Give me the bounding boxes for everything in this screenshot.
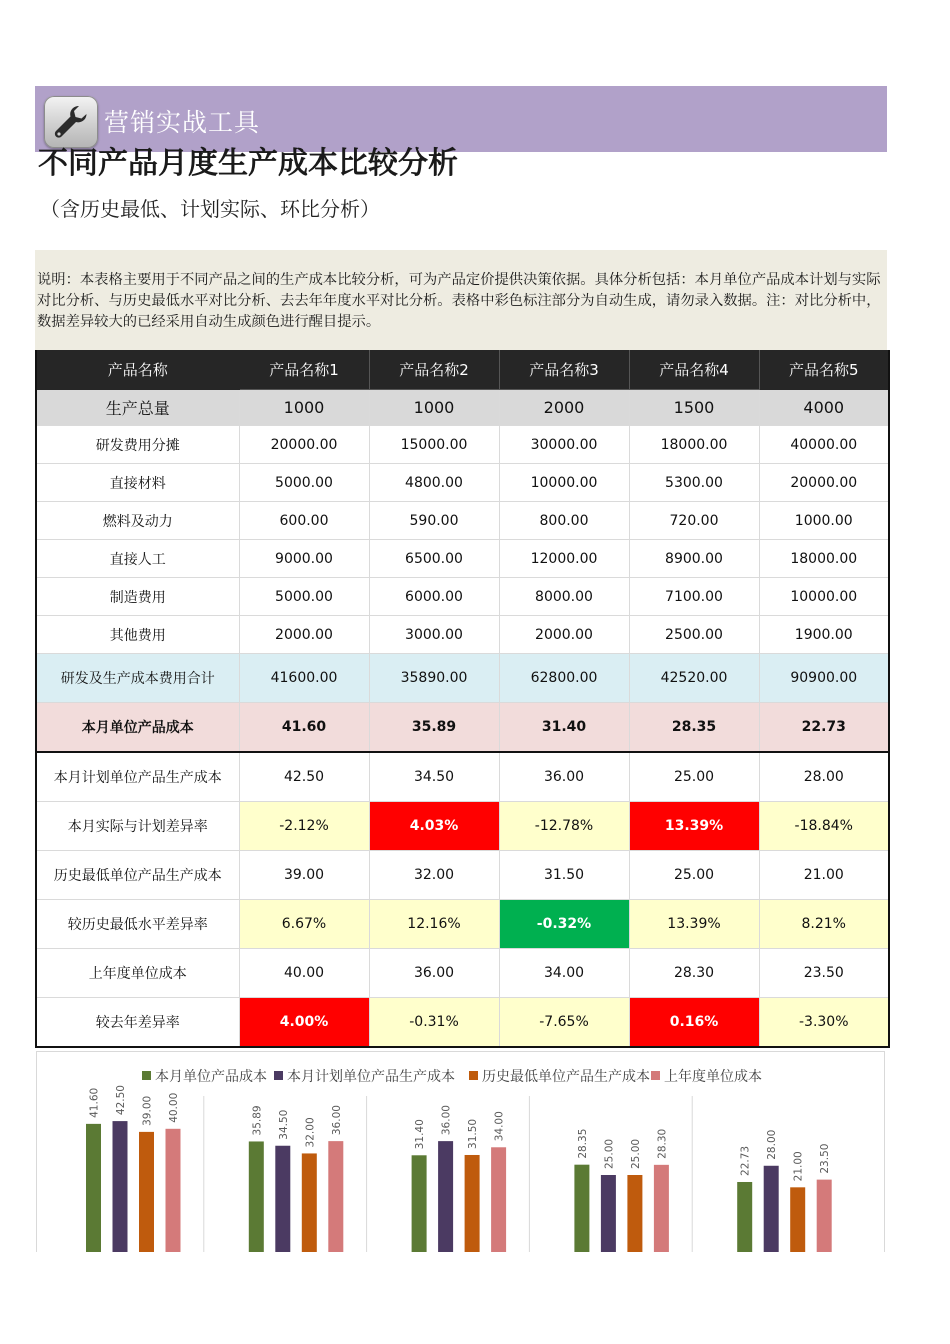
chart-bar	[627, 1175, 642, 1252]
table-cell: 32.00	[369, 851, 499, 900]
plan-unit-cost-row	[36, 752, 889, 802]
data-label: 31.50	[467, 1118, 480, 1149]
row-label: 直接材料	[36, 464, 239, 502]
legend-swatch	[274, 1071, 283, 1080]
table-cell: 10000.00	[759, 578, 889, 616]
table-cell: 42520.00	[629, 654, 759, 703]
chart-bar	[465, 1155, 480, 1252]
table-cell: 34.00	[499, 949, 629, 998]
table-cell: -3.30%	[759, 998, 889, 1048]
table-cell: 42.50	[239, 752, 369, 802]
row-label: 较历史最低水平差异率	[36, 900, 239, 949]
table-cell: 31.50	[499, 851, 629, 900]
table-cell: 25.00	[629, 752, 759, 802]
legend-label: 历史最低单位产品生产成本	[482, 1069, 650, 1085]
table-cell: 590.00	[369, 502, 499, 540]
table-cell: 2000.00	[499, 616, 629, 654]
table-cell: 8.21%	[759, 900, 889, 949]
table-cell: -12.78%	[499, 802, 629, 851]
table-cell: 4.03%	[369, 802, 499, 851]
chart-bar	[275, 1146, 290, 1252]
row-label: 上年度单位成本	[36, 949, 239, 998]
table-cell: 3000.00	[369, 616, 499, 654]
table-cell: 800.00	[499, 502, 629, 540]
table-cell: 7100.00	[629, 578, 759, 616]
chart-bar	[328, 1141, 343, 1252]
table-cell: 28.35	[629, 703, 759, 753]
table-cell: 28.00	[759, 752, 889, 802]
table-cell: 40.00	[239, 949, 369, 998]
chart-bar	[302, 1153, 317, 1252]
legend-swatch	[651, 1071, 660, 1080]
chart-bar	[817, 1180, 832, 1252]
table-cell: 6000.00	[369, 578, 499, 616]
rd-cost-row	[36, 426, 889, 464]
table-cell: 720.00	[629, 502, 759, 540]
table-cell: 5000.00	[239, 464, 369, 502]
table-cell: 36.00	[499, 752, 629, 802]
column-header: 产品名称4	[629, 350, 759, 390]
data-label: 36.00	[440, 1105, 453, 1136]
row-label: 较去年差异率	[36, 998, 239, 1048]
page-subtitle: （含历史最低、计划实际、环比分析）	[40, 197, 380, 221]
table-cell: 31.40	[499, 703, 629, 753]
fuel-row	[36, 502, 889, 540]
table-cell: 25.00	[629, 851, 759, 900]
table-cell: 22.73	[759, 703, 889, 753]
bar-chart-svg	[37, 1052, 884, 1252]
material-row	[36, 464, 889, 502]
table-cell: 41600.00	[239, 654, 369, 703]
data-label: 25.00	[629, 1138, 642, 1169]
table-cell: 12.16%	[369, 900, 499, 949]
table-cell: -7.65%	[499, 998, 629, 1048]
chart-bar	[790, 1187, 805, 1252]
table-cell: 4000	[759, 390, 889, 426]
cost-table	[35, 350, 890, 1048]
table-cell: 5300.00	[629, 464, 759, 502]
data-label: 40.00	[168, 1092, 180, 1123]
row-label: 本月实际与计划差异率	[36, 802, 239, 851]
banner-title: 营销实战工具	[104, 108, 261, 137]
hist-variance-row	[36, 900, 889, 949]
table-cell: 12000.00	[499, 540, 629, 578]
table-cell: 13.39%	[629, 802, 759, 851]
row-label: 直接人工	[36, 540, 239, 578]
table-cell: 28.30	[629, 949, 759, 998]
chart-bar	[86, 1124, 101, 1252]
table-cell: 5000.00	[239, 578, 369, 616]
chart-bar	[113, 1121, 128, 1252]
legend-swatch	[469, 1071, 478, 1080]
chart-bar	[139, 1132, 154, 1252]
column-header: 产品名称3	[499, 350, 629, 390]
table-cell: 8000.00	[499, 578, 629, 616]
row-label: 生产总量	[36, 390, 239, 426]
table-cell: 36.00	[369, 949, 499, 998]
chart-bar	[249, 1141, 264, 1252]
chart-bar	[574, 1165, 589, 1252]
chart-bar	[764, 1166, 779, 1252]
table-cell: 90900.00	[759, 654, 889, 703]
table-cell: 35.89	[369, 703, 499, 753]
table-cell: 18000.00	[629, 426, 759, 464]
table-cell: 2500.00	[629, 616, 759, 654]
column-header: 产品名称2	[369, 350, 499, 390]
row-label: 制造费用	[36, 578, 239, 616]
row-label: 本月单位产品成本	[36, 703, 239, 753]
table-cell: 6.67%	[239, 900, 369, 949]
page-title: 不同产品月度生产成本比较分析	[38, 146, 458, 181]
table-cell: 35890.00	[369, 654, 499, 703]
legend-label: 上年度单位成本	[664, 1069, 762, 1085]
legend-label: 本月计划单位产品生产成本	[287, 1069, 455, 1085]
hist-low-row	[36, 851, 889, 900]
last-year-row	[36, 949, 889, 998]
table-cell: 39.00	[239, 851, 369, 900]
data-label: 36.00	[330, 1105, 343, 1136]
chart-bar	[654, 1165, 669, 1252]
table-cell: 18000.00	[759, 540, 889, 578]
table-cell: -0.31%	[369, 998, 499, 1048]
other-cost-row	[36, 616, 889, 654]
data-label: 42.50	[115, 1085, 127, 1116]
legend-label: 本月单位产品成本	[155, 1069, 267, 1085]
chart-bar	[601, 1175, 616, 1252]
table-cell: 20000.00	[759, 464, 889, 502]
table-cell: 41.60	[239, 703, 369, 753]
chart-bar	[166, 1129, 181, 1252]
table-cell: 2000.00	[239, 616, 369, 654]
description-box: 说明：本表格主要用于不同产品之间的生产成本比较分析，可为产品定价提供决策依据。具体分析包括：本月单位产品成本计划与实际对比分析、与历史最低水平对比分析、去去年年度水平对比分析。表格中彩色标注部分为自动生成，请勿录入数据。注：对比分析中，数据差异较大的已经采用自动生成颜色进行醒目提示。	[35, 250, 887, 350]
chart-bar	[737, 1182, 752, 1252]
data-label: 39.00	[141, 1095, 154, 1126]
table-cell: 20000.00	[239, 426, 369, 464]
data-label: 28.30	[656, 1128, 669, 1159]
table-cell: -0.32%	[499, 900, 629, 949]
table-cell: 30000.00	[499, 426, 629, 464]
data-label: 41.60	[88, 1087, 101, 1118]
table-cell: 15000.00	[369, 426, 499, 464]
table-cell: 10000.00	[499, 464, 629, 502]
unit-cost-row	[36, 703, 889, 753]
table-cell: 8900.00	[629, 540, 759, 578]
table-cell: 62800.00	[499, 654, 629, 703]
data-label: 25.00	[603, 1138, 616, 1169]
production-total	[36, 390, 889, 426]
data-label: 34.00	[493, 1111, 506, 1142]
table-cell: -2.12%	[239, 802, 369, 851]
table-cell: 4800.00	[369, 464, 499, 502]
table-cell: 9000.00	[239, 540, 369, 578]
table-cell: 13.39%	[629, 900, 759, 949]
data-label: 21.00	[792, 1151, 805, 1182]
table-cell: -18.84%	[759, 802, 889, 851]
labor-row	[36, 540, 889, 578]
table-cell: 1000	[239, 390, 369, 426]
row-label: 研发及生产成本费用合计	[36, 654, 239, 703]
data-label: 32.00	[304, 1117, 317, 1148]
data-label: 28.00	[766, 1129, 779, 1160]
table-cell: 1500	[629, 390, 759, 426]
data-label: 34.50	[277, 1109, 290, 1140]
data-label: 31.40	[414, 1119, 427, 1150]
table-cell: 6500.00	[369, 540, 499, 578]
chart-bar	[412, 1155, 427, 1252]
table-cell: 2000	[499, 390, 629, 426]
total-cost-row	[36, 654, 889, 703]
chart-bar	[491, 1147, 506, 1252]
table-cell: 23.50	[759, 949, 889, 998]
table-cell: 600.00	[239, 502, 369, 540]
column-header: 产品名称1	[239, 350, 369, 390]
chart-bar	[438, 1141, 453, 1252]
last-year-variance-row	[36, 998, 889, 1048]
table-cell: 0.16%	[629, 998, 759, 1048]
row-label: 研发费用分摊	[36, 426, 239, 464]
table-cell: 1900.00	[759, 616, 889, 654]
table-cell: 1000	[369, 390, 499, 426]
table-cell: 34.50	[369, 752, 499, 802]
data-label: 35.89	[251, 1105, 264, 1136]
plan-variance-row	[36, 802, 889, 851]
table-header-row	[36, 350, 889, 390]
row-label: 历史最低单位产品生产成本	[36, 851, 239, 900]
data-label: 28.35	[576, 1128, 589, 1159]
table-cell: 4.00%	[239, 998, 369, 1048]
row-label: 燃料及动力	[36, 502, 239, 540]
column-header: 产品名称5	[759, 350, 889, 390]
row-label: 其他费用	[36, 616, 239, 654]
overhead-row	[36, 578, 889, 616]
table-cell: 21.00	[759, 851, 889, 900]
table-cell: 40000.00	[759, 426, 889, 464]
legend-swatch	[142, 1071, 151, 1080]
table-cell: 1000.00	[759, 502, 889, 540]
cost-chart	[36, 1051, 885, 1252]
data-label: 23.50	[819, 1143, 832, 1174]
row-label: 本月计划单位产品生产成本	[36, 752, 239, 802]
column-header: 产品名称	[36, 350, 239, 390]
data-label: 22.73	[739, 1145, 752, 1176]
